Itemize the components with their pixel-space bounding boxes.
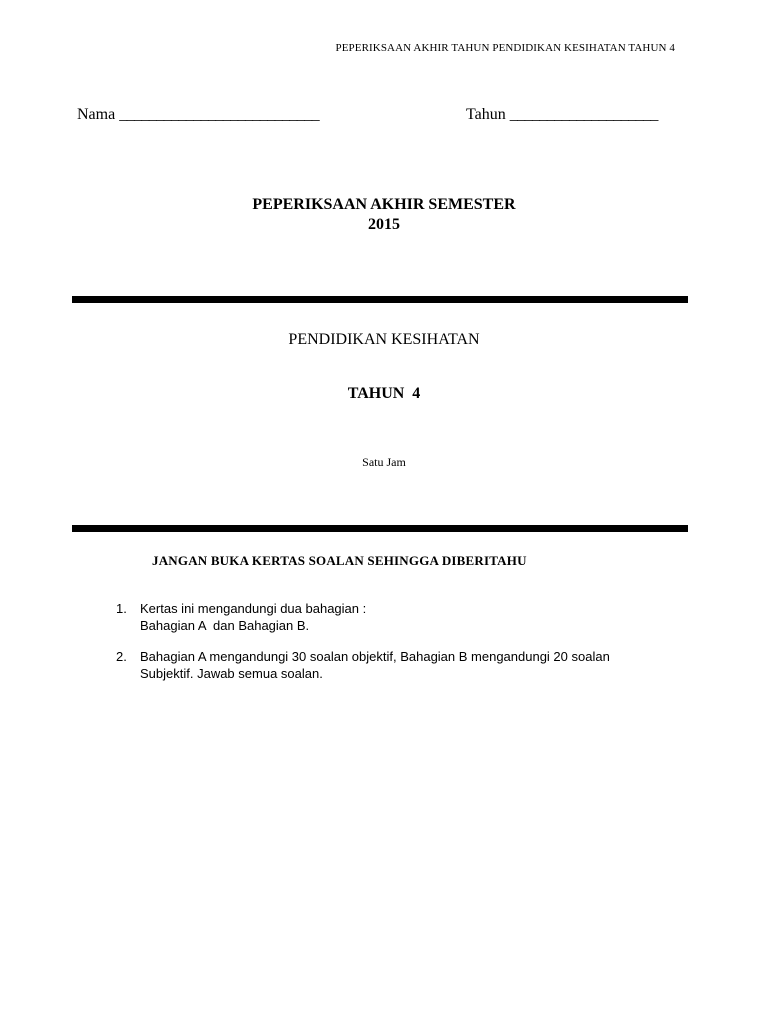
exam-title-line: PEPERIKSAAN AKHIR SEMESTER: [252, 196, 516, 213]
name-blank-line: ___________________________: [119, 106, 320, 123]
instruction-line: Subjektif. Jawab semua soalan.: [140, 666, 323, 681]
grade-title: TAHUN 4: [347, 385, 421, 402]
instruction-item: [116, 648, 676, 682]
exam-duration: Satu Jam: [362, 455, 406, 469]
subject-title: PENDIDIKAN KESIHATAN: [288, 331, 480, 348]
exam-year: 2015: [368, 216, 400, 233]
year-blank-line: ____________________: [509, 106, 658, 123]
instruction-line: Bahagian A dan Bahagian B.: [140, 618, 310, 633]
instruction-text: [140, 648, 676, 682]
instruction-line: Kertas ini mengandungi dua bahagian :: [140, 601, 367, 616]
year-label: Tahun: [466, 106, 506, 123]
running-header: PEPERIKSAAN AKHIR TAHUN PENDIDIKAN KESIHATAN TAHUN 4: [335, 42, 675, 54]
bottom-divider: [72, 525, 688, 532]
instruction-number: 2.: [116, 649, 127, 664]
instruction-item: [116, 600, 676, 634]
name-field: [77, 106, 319, 124]
instruction-line: Bahagian A mengandungi 30 soalan objektif, Bahagian B mengandungi 20 soalan: [140, 649, 610, 664]
top-divider: [72, 296, 688, 303]
instruction-text: [140, 600, 676, 634]
year-field: [466, 106, 658, 124]
exam-title: [0, 195, 768, 235]
instruction-number: 1.: [116, 601, 127, 616]
instructions-list: [116, 600, 676, 696]
name-label: Nama: [77, 106, 116, 123]
warning-notice: JANGAN BUKA KERTAS SOALAN SEHINGGA DIBERITAHU: [152, 553, 527, 568]
